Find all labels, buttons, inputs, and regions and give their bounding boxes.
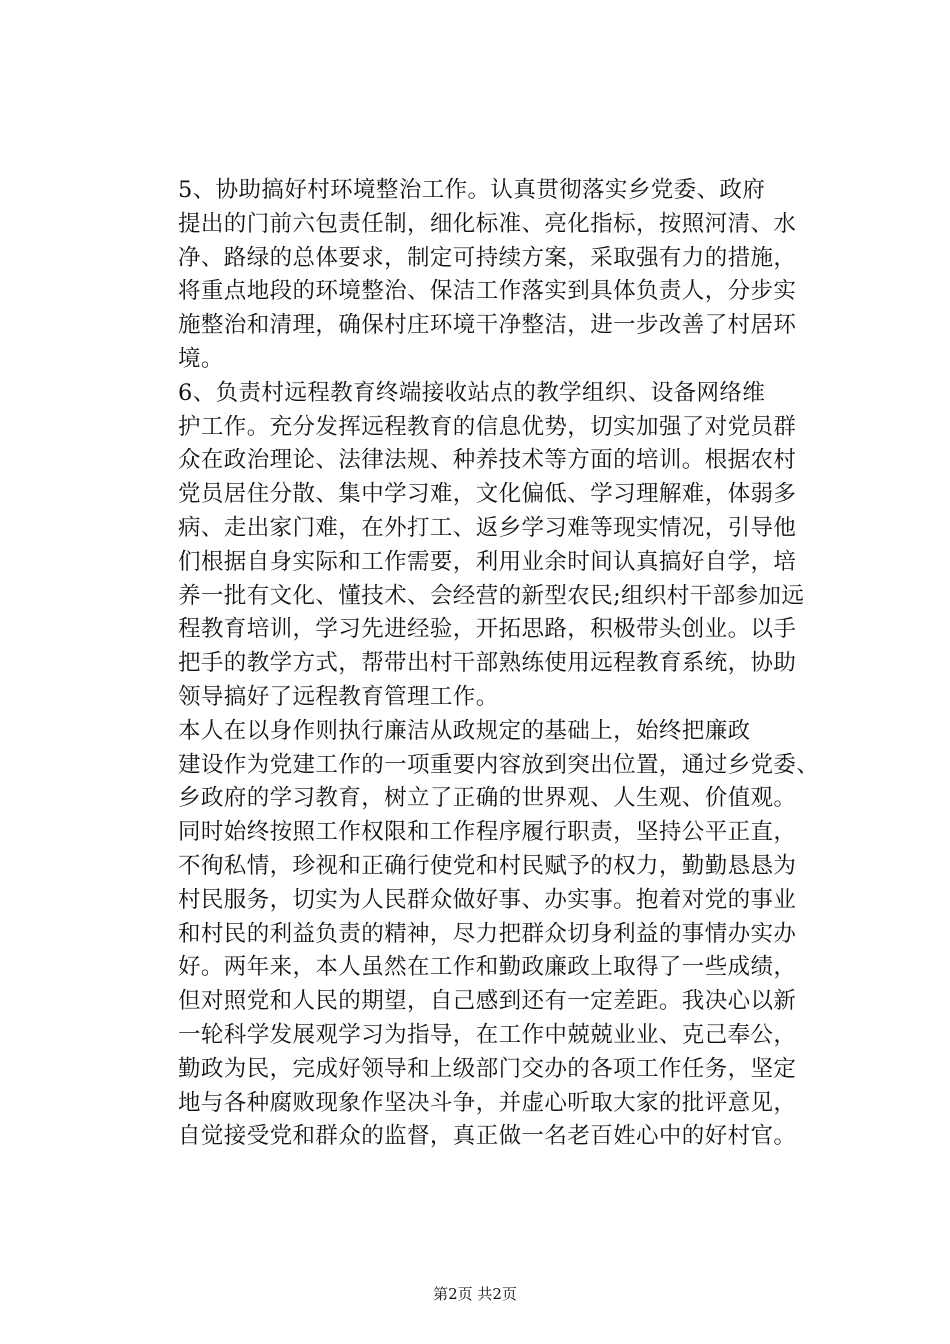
text-line: 本人在以身作则执行廉洁从政规定的基础上，始终把廉政 — [178, 717, 751, 744]
text-line: 病、走出家门难，在外打工、返乡学习难等现实情况，引导他 — [178, 514, 797, 541]
text-line: 把手的教学方式，帮带出村干部熟练使用远程教育系统，协助 — [178, 650, 797, 677]
paragraph-integrity-statement — [133, 715, 833, 1154]
text-line: 村民服务，切实为人民群众做好事、办实事。抱着对党的事业 — [178, 886, 797, 913]
text-line: 同时始终按照工作权限和工作程序履行职责，坚持公平正直， — [178, 819, 797, 846]
text-line: 好。两年来，本人虽然在工作和勤政廉政上取得了一些成绩， — [178, 954, 797, 981]
text-line: 地与各种腐败现象作坚决斗争，并虚心听取大家的批评意见， — [178, 1089, 797, 1116]
text-line: 乡政府的学习教育，树立了正确的世界观、人生观、价值观。 — [178, 785, 797, 812]
text-line: 程教育培训，学习先进经验，开拓思路，积极带头创业。以手 — [178, 616, 797, 643]
text-line: 建设作为党建工作的一项重要内容放到突出位置，通过乡党委、 — [178, 751, 820, 778]
text-line: 不徇私情，珍视和正确行使党和村民赋予的权力，勤勤恳恳为 — [178, 852, 797, 879]
text-line: 勤政为民，完成好领导和上级部门交办的各项工作任务，坚定 — [178, 1055, 797, 1082]
text-line: 领导搞好了远程教育管理工作。 — [178, 683, 499, 710]
text-line: 们根据自身实际和工作需要，利用业余时间认真搞好自学，培 — [178, 548, 797, 575]
text-line: 一轮科学发展观学习为指导，在工作中兢兢业业、克己奉公， — [178, 1021, 797, 1048]
text-line: 和村民的利益负责的精神，尽力把群众切身利益的事情办实办 — [178, 920, 797, 947]
text-line: 5、协助搞好村环境整治工作。认真贯彻落实乡党委、政府 — [178, 177, 766, 203]
text-line: 境。 — [178, 345, 224, 372]
text-line: 6、负责村远程教育终端接收站点的教学组织、设备网络维 — [178, 379, 766, 406]
text-line: 施整治和清理，确保村庄环境干净整洁，进一步改善了村居环 — [178, 312, 797, 339]
text-line: 护工作。充分发挥远程教育的信息优势，切实加强了对党员群 — [178, 413, 797, 440]
text-line: 但对照党和人民的期望，自己感到还有一定差距。我决心以新 — [178, 988, 797, 1015]
document-body — [133, 174, 833, 1154]
text-line: 党员居住分散、集中学习难，文化偏低、学习理解难，体弱多 — [178, 481, 797, 508]
page-number-footer: 第2页 共2页 — [433, 1285, 517, 1303]
text-line: 净、路绿的总体要求，制定可持续方案，采取强有力的措施， — [178, 244, 797, 271]
text-line: 养一批有文化、懂技术、会经营的新型农民;组织村干部参加远 — [178, 582, 805, 609]
text-line: 众在政治理论、法律法规、种养技术等方面的培训。根据农村 — [178, 447, 797, 474]
text-line: 提出的门前六包责任制，细化标准、亮化指标，按照河清、水 — [178, 210, 797, 237]
paragraph-item-5 — [133, 174, 833, 377]
paragraph-item-6 — [133, 377, 833, 715]
text-line: 自觉接受党和群众的监督，真正做一名老百姓心中的好村官。 — [178, 1123, 797, 1150]
text-line: 将重点地段的环境整治、保洁工作落实到具体负责人，分步实 — [178, 278, 797, 305]
